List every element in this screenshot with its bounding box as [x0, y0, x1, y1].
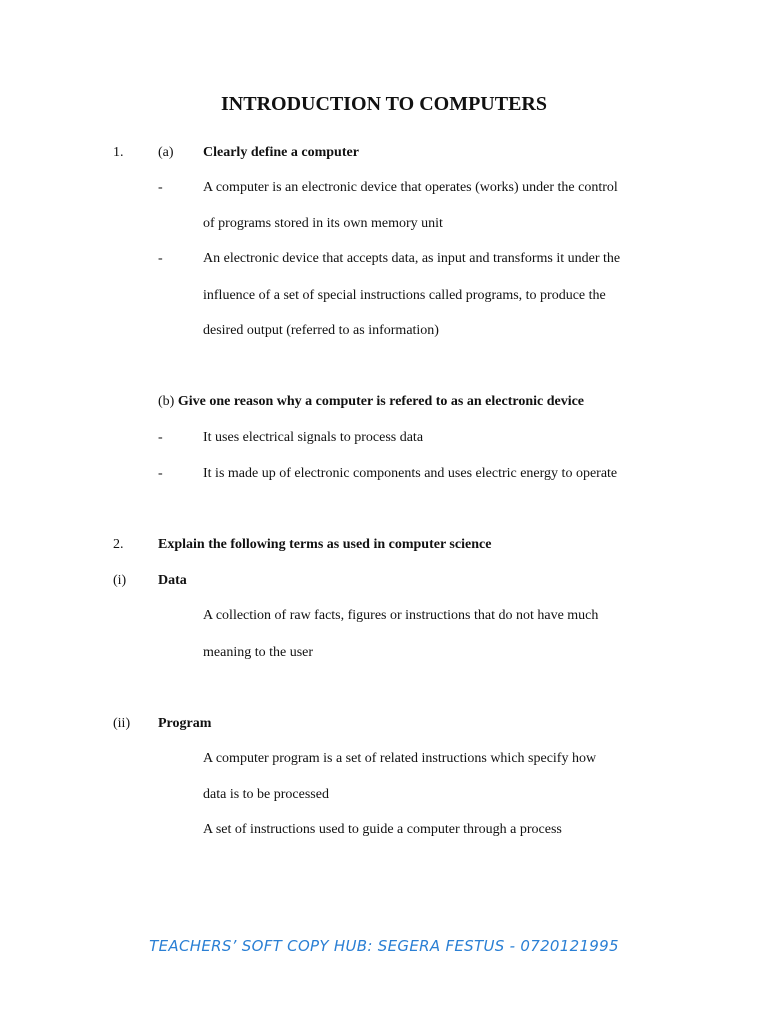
- term-heading: Program: [158, 716, 212, 731]
- answer-text: A collection of raw facts, figures or instructions that do not have much: [203, 608, 599, 623]
- bullet-dash: -: [158, 180, 163, 195]
- term-heading: Data: [158, 573, 187, 588]
- question-1b-heading: Give one reason why a computer is refered to as an electronic device: [177, 394, 585, 409]
- question-1-number: 1.: [113, 145, 124, 160]
- question-1a-heading: Clearly define a computer: [203, 145, 359, 160]
- answer-text: influence of a set of special instructions called programs, to produce the: [203, 288, 606, 303]
- answer-text: of programs stored in its own memory unit: [203, 216, 443, 231]
- term-label: (i): [113, 573, 127, 588]
- answer-text: A computer is an electronic device that operates (works) under the control: [203, 180, 618, 195]
- bullet-dash: -: [158, 466, 163, 481]
- question-2-heading: Explain the following terms as used in computer science: [158, 537, 492, 552]
- page-title: INTRODUCTION TO COMPUTERS: [221, 93, 547, 115]
- question-1a-label: (a): [158, 145, 174, 160]
- answer-text: It uses electrical signals to process data: [203, 430, 424, 445]
- question-2-number: 2.: [113, 537, 124, 552]
- answer-text: An electronic device that accepts data, as input and transforms it under the: [203, 251, 621, 266]
- bullet-dash: -: [158, 251, 163, 266]
- bullet-dash: -: [158, 430, 163, 445]
- page-footer: TEACHERS’ SOFT COPY HUB: SEGERA FESTUS - 0720121995: [149, 937, 619, 955]
- question-1b-heading-line: [158, 394, 584, 410]
- answer-text: desired output (referred to as information): [203, 323, 439, 338]
- term-label: (ii): [113, 716, 131, 731]
- answer-text: data is to be processed: [203, 787, 329, 802]
- answer-text: It is made up of electronic components and uses electric energy to operate: [203, 466, 618, 481]
- answer-text: meaning to the user: [203, 645, 314, 660]
- question-1b-label: (b): [158, 394, 175, 409]
- answer-text: A set of instructions used to guide a computer through a process: [203, 822, 562, 837]
- answer-text: A computer program is a set of related instructions which specify how: [203, 751, 597, 766]
